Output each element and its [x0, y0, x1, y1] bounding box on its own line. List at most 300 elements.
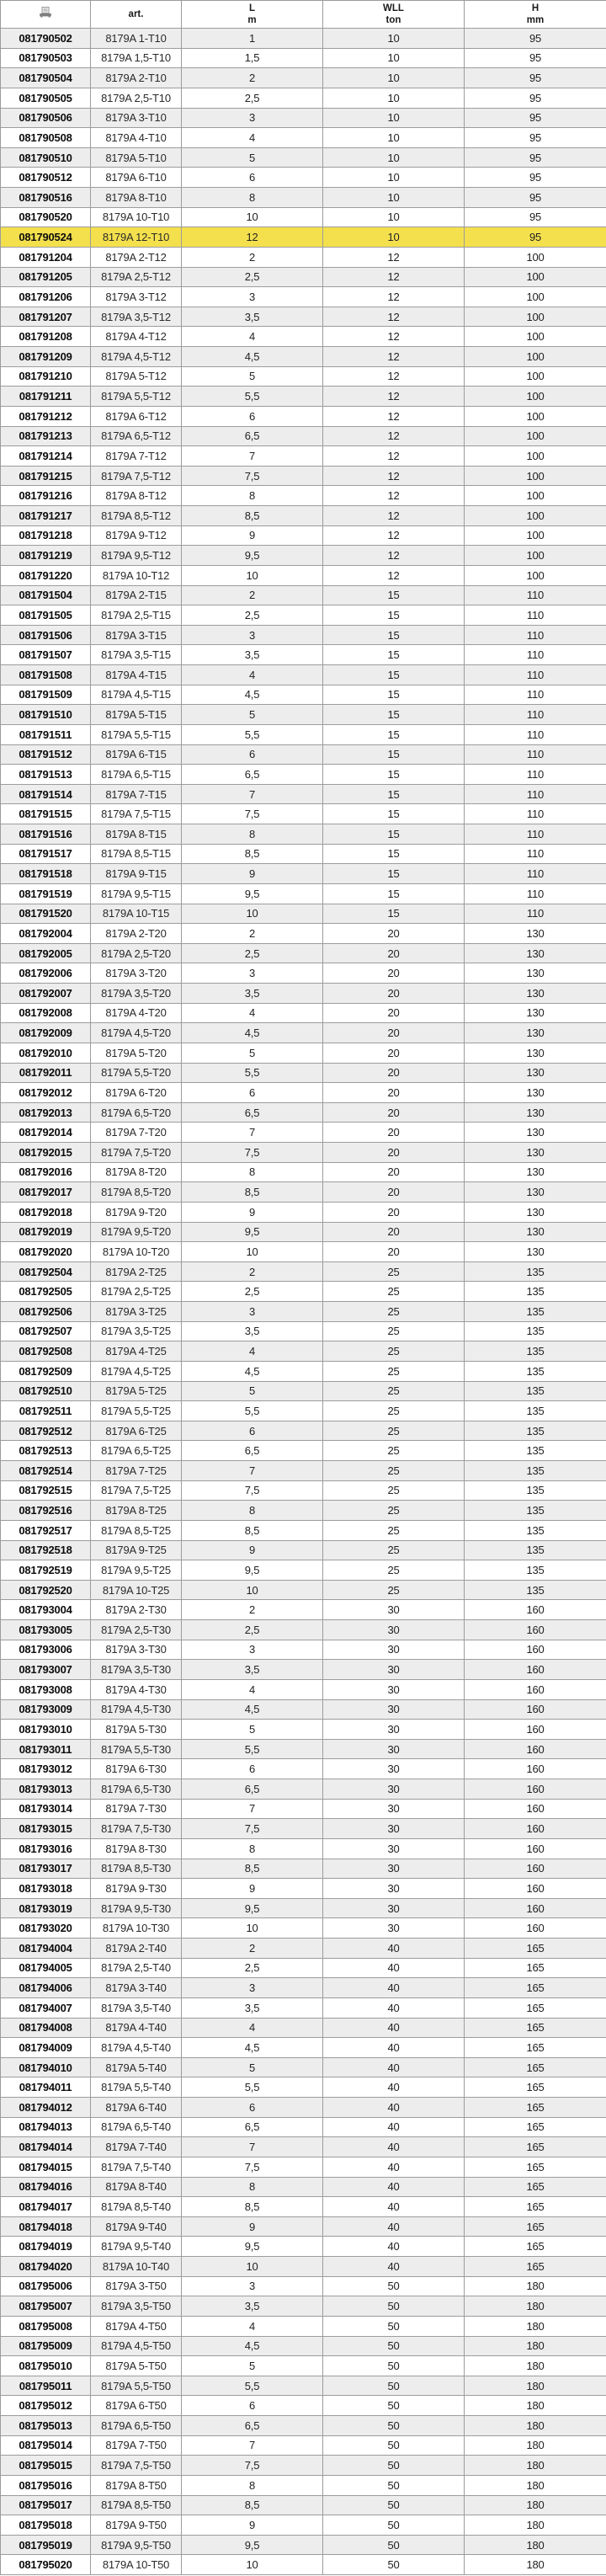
cell-h-mm: 135: [465, 1282, 606, 1302]
cell-wll-ton: 12: [323, 247, 465, 267]
cell-product-code: 081792507: [1, 1321, 91, 1341]
cell-wll-ton: 30: [323, 1759, 465, 1779]
header-height-symbol: H: [531, 3, 540, 13]
cell-wll-ton: 10: [323, 29, 465, 49]
table-row: [1, 2396, 606, 2416]
cell-length-m: 5,5: [182, 724, 323, 744]
cell-product-code: 081791513: [1, 765, 91, 785]
cell-article: 8179A 7,5-T25: [91, 1480, 182, 1501]
table-row: [1, 207, 606, 227]
cell-h-mm: 160: [465, 1620, 606, 1640]
cell-wll-ton: 25: [323, 1501, 465, 1521]
cell-product-code: 081794004: [1, 1939, 91, 1959]
cell-product-code: 081790520: [1, 207, 91, 227]
cell-product-code: 081792509: [1, 1361, 91, 1381]
cell-length-m: 2: [182, 585, 323, 605]
table-row: [1, 287, 606, 307]
cell-product-code: 081791207: [1, 307, 91, 327]
cell-wll-ton: 50: [323, 2356, 465, 2376]
cell-length-m: 7: [182, 2137, 323, 2157]
cell-wll-ton: 20: [323, 1162, 465, 1182]
cell-product-code: 081792005: [1, 943, 91, 963]
cell-wll-ton: 12: [323, 366, 465, 387]
cell-h-mm: 135: [465, 1261, 606, 1282]
cell-h-mm: 135: [465, 1580, 606, 1600]
cell-article: 8179A 4,5-T25: [91, 1361, 182, 1381]
cell-wll-ton: 50: [323, 2555, 465, 2575]
cell-h-mm: 180: [465, 2515, 606, 2536]
cell-article: 8179A 10-T30: [91, 1918, 182, 1939]
cell-article: 8179A 5-T10: [91, 147, 182, 168]
cell-article: 8179A 10-T15: [91, 904, 182, 924]
cell-article: 8179A 8,5-T40: [91, 2197, 182, 2217]
cell-product-code: 081792520: [1, 1580, 91, 1600]
cell-article: 8179A 6-T12: [91, 406, 182, 426]
cell-product-code: 081792009: [1, 1023, 91, 1043]
table-row: [1, 2555, 606, 2575]
cell-article: 8179A 7-T15: [91, 784, 182, 804]
cell-h-mm: 100: [465, 506, 606, 526]
cell-wll-ton: 20: [323, 984, 465, 1004]
cell-length-m: 9: [182, 1202, 323, 1222]
cell-wll-ton: 12: [323, 446, 465, 467]
cell-product-code: 081791205: [1, 267, 91, 287]
table-row: [1, 883, 606, 904]
cell-wll-ton: 20: [323, 1202, 465, 1222]
cell-length-m: 4,5: [182, 1361, 323, 1381]
cell-length-m: 10: [182, 565, 323, 585]
cell-wll-ton: 50: [323, 2396, 465, 2416]
cell-article: 8179A 4,5-T30: [91, 1699, 182, 1720]
table-row: [1, 2137, 606, 2157]
cell-article: 8179A 9-T20: [91, 1202, 182, 1222]
cell-length-m: 8,5: [182, 1859, 323, 1879]
table-row: [1, 943, 606, 963]
cell-wll-ton: 40: [323, 2038, 465, 2058]
cell-article: 8179A 8,5-T15: [91, 844, 182, 864]
cell-wll-ton: 15: [323, 605, 465, 626]
cell-wll-ton: 25: [323, 1381, 465, 1401]
cell-wll-ton: 20: [323, 943, 465, 963]
cell-product-code: 081792013: [1, 1102, 91, 1123]
cell-article: 8179A 9,5-T20: [91, 1222, 182, 1242]
cell-product-code: 081792511: [1, 1401, 91, 1421]
cell-article: 8179A 2-T40: [91, 1939, 182, 1959]
table-row: [1, 1282, 606, 1302]
cell-product-code: 081790512: [1, 168, 91, 188]
cell-wll-ton: 20: [323, 1222, 465, 1242]
cell-wll-ton: 30: [323, 1799, 465, 1819]
cell-product-code: 081790503: [1, 48, 91, 68]
cell-length-m: 3: [182, 625, 323, 645]
cell-length-m: 8: [182, 824, 323, 845]
table-row: [1, 2316, 606, 2336]
cell-article: 8179A 2,5-T25: [91, 1282, 182, 1302]
cell-h-mm: 135: [465, 1421, 606, 1441]
cell-length-m: 2: [182, 1600, 323, 1620]
cell-product-code: 081791506: [1, 625, 91, 645]
cell-length-m: 8,5: [182, 2495, 323, 2515]
cell-length-m: 8: [182, 2475, 323, 2495]
cell-wll-ton: 12: [323, 267, 465, 287]
table-row: [1, 2057, 606, 2077]
cell-product-code: 081795020: [1, 2555, 91, 2575]
cell-article: 8179A 4,5-T15: [91, 685, 182, 705]
table-row: [1, 1520, 606, 1540]
table-row: [1, 168, 606, 188]
cell-h-mm: 135: [465, 1302, 606, 1322]
cell-article: 8179A 4-T25: [91, 1341, 182, 1362]
cell-h-mm: 110: [465, 765, 606, 785]
cell-wll-ton: 10: [323, 48, 465, 68]
cell-wll-ton: 40: [323, 2018, 465, 2038]
cell-article: 8179A 5,5-T12: [91, 387, 182, 407]
cell-h-mm: 100: [465, 307, 606, 327]
cell-product-code: 081791206: [1, 287, 91, 307]
table-row: [1, 1202, 606, 1222]
cell-wll-ton: 25: [323, 1421, 465, 1441]
cell-product-code: 081792006: [1, 963, 91, 984]
cell-h-mm: 110: [465, 705, 606, 725]
cell-length-m: 6: [182, 1759, 323, 1779]
cell-length-m: 3: [182, 287, 323, 307]
table-row: [1, 327, 606, 347]
table-row: [1, 1043, 606, 1063]
cell-article: 8179A 8-T50: [91, 2475, 182, 2495]
table-row: [1, 2456, 606, 2476]
cell-product-code: 081794016: [1, 2177, 91, 2197]
cell-product-code: 081792516: [1, 1501, 91, 1521]
table-row: [1, 525, 606, 546]
cell-wll-ton: 40: [323, 2197, 465, 2217]
cell-product-code: 081793008: [1, 1679, 91, 1699]
cell-product-code: 081791211: [1, 387, 91, 407]
cell-product-code: 081793011: [1, 1739, 91, 1759]
table-row: [1, 128, 606, 148]
cell-h-mm: 100: [465, 366, 606, 387]
cell-h-mm: 135: [465, 1441, 606, 1461]
cell-product-code: 081791516: [1, 824, 91, 845]
cell-product-code: 081791216: [1, 486, 91, 506]
cell-length-m: 2: [182, 68, 323, 88]
cell-wll-ton: 15: [323, 585, 465, 605]
cell-h-mm: 110: [465, 605, 606, 626]
cell-article: 8179A 6-T20: [91, 1083, 182, 1103]
cell-length-m: 9: [182, 1540, 323, 1560]
table-header: [1, 1, 606, 29]
table-row: [1, 1958, 606, 1978]
table-row: [1, 1759, 606, 1779]
cell-wll-ton: 25: [323, 1401, 465, 1421]
header-row: [1, 1, 606, 29]
cell-article: 8179A 8-T30: [91, 1838, 182, 1859]
table-row: [1, 1640, 606, 1660]
table-row: [1, 486, 606, 506]
cell-h-mm: 180: [465, 2356, 606, 2376]
cell-product-code: 081790502: [1, 29, 91, 49]
table-row: [1, 29, 606, 49]
cell-article: 8179A 8-T20: [91, 1162, 182, 1182]
table-row: [1, 1321, 606, 1341]
table-row: [1, 1600, 606, 1620]
table-row: [1, 1620, 606, 1640]
table-row: [1, 2336, 606, 2356]
cell-article: 8179A 7,5-T50: [91, 2456, 182, 2476]
table-row: [1, 1978, 606, 1998]
cell-product-code: 081791504: [1, 585, 91, 605]
cell-h-mm: 160: [465, 1838, 606, 1859]
table-row: [1, 2018, 606, 2038]
cell-length-m: 6,5: [182, 426, 323, 446]
cell-product-code: 081793007: [1, 1660, 91, 1680]
cell-wll-ton: 15: [323, 685, 465, 705]
cell-length-m: 9: [182, 864, 323, 884]
cell-wll-ton: 40: [323, 2117, 465, 2137]
cell-product-code: 081794019: [1, 2237, 91, 2257]
cell-product-code: 081793019: [1, 1898, 91, 1918]
cell-article: 8179A 6-T10: [91, 168, 182, 188]
cell-length-m: 9,5: [182, 883, 323, 904]
table-row: [1, 1898, 606, 1918]
cell-h-mm: 130: [465, 943, 606, 963]
cell-article: 8179A 2,5-T30: [91, 1620, 182, 1640]
cell-article: 8179A 2-T15: [91, 585, 182, 605]
cell-product-code: 081792007: [1, 984, 91, 1004]
cell-product-code: 081792506: [1, 1302, 91, 1322]
cell-length-m: 6,5: [182, 2117, 323, 2137]
cell-h-mm: 135: [465, 1461, 606, 1481]
table-row: [1, 665, 606, 685]
cell-h-mm: 135: [465, 1361, 606, 1381]
cell-wll-ton: 30: [323, 1838, 465, 1859]
cell-article: 8179A 7-T20: [91, 1123, 182, 1143]
cell-h-mm: 165: [465, 2117, 606, 2137]
cell-article: 8179A 7-T40: [91, 2137, 182, 2157]
cell-product-code: 081794012: [1, 2098, 91, 2118]
cell-h-mm: 130: [465, 1202, 606, 1222]
cell-length-m: 8: [182, 1501, 323, 1521]
cell-length-m: 9: [182, 525, 323, 546]
table-row: [1, 1501, 606, 1521]
cell-wll-ton: 12: [323, 426, 465, 446]
cell-length-m: 4,5: [182, 347, 323, 367]
cell-length-m: 5: [182, 1720, 323, 1740]
cell-product-code: 081793013: [1, 1779, 91, 1800]
table-row: [1, 2117, 606, 2137]
cell-h-mm: 95: [465, 147, 606, 168]
cell-length-m: 9: [182, 1879, 323, 1899]
cell-wll-ton: 50: [323, 2495, 465, 2515]
cell-h-mm: 160: [465, 1640, 606, 1660]
cell-product-code: 081794011: [1, 2077, 91, 2098]
header-length-unit: m: [247, 15, 257, 25]
table-row: [1, 1341, 606, 1362]
cell-wll-ton: 10: [323, 207, 465, 227]
cell-wll-ton: 30: [323, 1640, 465, 1660]
table-row: [1, 1401, 606, 1421]
cell-article: 8179A 3,5-T12: [91, 307, 182, 327]
cell-product-code: 081794013: [1, 2117, 91, 2137]
cell-product-code: 081792517: [1, 1520, 91, 1540]
cell-h-mm: 160: [465, 1679, 606, 1699]
cell-length-m: 9,5: [182, 2535, 323, 2555]
table-row: [1, 2098, 606, 2118]
cell-product-code: 081794005: [1, 1958, 91, 1978]
table-row: [1, 924, 606, 944]
cell-article: 8179A 3,5-T50: [91, 2296, 182, 2317]
cell-product-code: 081791520: [1, 904, 91, 924]
cell-h-mm: 180: [465, 2456, 606, 2476]
table-row: [1, 984, 606, 1004]
cell-article: 8179A 4-T40: [91, 2018, 182, 2038]
cell-article: 8179A 3-T30: [91, 1640, 182, 1660]
cell-article: 8179A 5,5-T30: [91, 1739, 182, 1759]
header-wll-unit: ton: [385, 15, 401, 25]
cell-product-code: 081795012: [1, 2396, 91, 2416]
cell-length-m: 3: [182, 1978, 323, 1998]
cell-article: 8179A 8-T40: [91, 2177, 182, 2197]
cell-h-mm: 180: [465, 2316, 606, 2336]
cell-article: 8179A 5,5-T25: [91, 1401, 182, 1421]
cell-product-code: 081791212: [1, 406, 91, 426]
cell-product-code: 081792518: [1, 1540, 91, 1560]
cell-wll-ton: 40: [323, 2057, 465, 2077]
cell-wll-ton: 15: [323, 645, 465, 665]
cell-h-mm: 160: [465, 1779, 606, 1800]
cell-product-code: 081792004: [1, 924, 91, 944]
cell-product-code: 081791517: [1, 844, 91, 864]
cell-product-code: 081791217: [1, 506, 91, 526]
cell-length-m: 8: [182, 188, 323, 208]
table-row: [1, 506, 606, 526]
table-row: [1, 446, 606, 467]
cell-article: 8179A 6,5-T15: [91, 765, 182, 785]
cell-wll-ton: 30: [323, 1620, 465, 1640]
cell-length-m: 4: [182, 1003, 323, 1023]
cell-length-m: 4: [182, 2316, 323, 2336]
cell-h-mm: 100: [465, 327, 606, 347]
cell-article: 8179A 8-T10: [91, 188, 182, 208]
cell-length-m: 2: [182, 1261, 323, 1282]
table-row: [1, 784, 606, 804]
table-row: [1, 1859, 606, 1879]
table-row: [1, 2416, 606, 2436]
cell-article: 8179A 9-T12: [91, 525, 182, 546]
cell-product-code: 081791214: [1, 446, 91, 467]
cell-h-mm: 130: [465, 1083, 606, 1103]
cell-product-code: 081790510: [1, 147, 91, 168]
cell-h-mm: 160: [465, 1859, 606, 1879]
cell-length-m: 5: [182, 1381, 323, 1401]
table-row: [1, 2216, 606, 2237]
table-row: [1, 1699, 606, 1720]
cell-h-mm: 160: [465, 1819, 606, 1839]
cell-length-m: 4: [182, 1341, 323, 1362]
cell-h-mm: 180: [465, 2555, 606, 2575]
cell-h-mm: 110: [465, 665, 606, 685]
table-row: [1, 1739, 606, 1759]
cell-h-mm: 160: [465, 1898, 606, 1918]
cell-product-code: 081792014: [1, 1123, 91, 1143]
cell-product-code: 081795011: [1, 2376, 91, 2396]
cell-length-m: 9,5: [182, 1560, 323, 1581]
cell-h-mm: 110: [465, 645, 606, 665]
cell-article: 8179A 2-T25: [91, 1261, 182, 1282]
cell-length-m: 10: [182, 1580, 323, 1600]
cell-product-code: 081792008: [1, 1003, 91, 1023]
cell-product-code: 081795018: [1, 2515, 91, 2536]
cell-product-code: 081792513: [1, 1441, 91, 1461]
cell-length-m: 5: [182, 2356, 323, 2376]
cell-article: 8179A 5,5-T15: [91, 724, 182, 744]
cell-article: 8179A 8,5-T20: [91, 1182, 182, 1203]
cell-article: 8179A 3-T10: [91, 108, 182, 128]
cell-product-code: 081791219: [1, 546, 91, 566]
table-row: [1, 1123, 606, 1143]
cell-product-code: 081792504: [1, 1261, 91, 1282]
cell-wll-ton: 25: [323, 1580, 465, 1600]
cell-wll-ton: 15: [323, 804, 465, 824]
cell-product-code: 081792016: [1, 1162, 91, 1182]
cell-wll-ton: 10: [323, 108, 465, 128]
cell-product-code: 081795010: [1, 2356, 91, 2376]
cell-article: 8179A 3-T20: [91, 963, 182, 984]
cell-article: 8179A 5-T15: [91, 705, 182, 725]
table-row: [1, 645, 606, 665]
cell-product-code: 081794008: [1, 2018, 91, 2038]
cell-length-m: 2,5: [182, 605, 323, 626]
cell-article: 8179A 5-T25: [91, 1381, 182, 1401]
table-row: [1, 1441, 606, 1461]
cell-wll-ton: 50: [323, 2376, 465, 2396]
cell-length-m: 5: [182, 1043, 323, 1063]
cell-product-code: 081795009: [1, 2336, 91, 2356]
cell-article: 8179A 5-T50: [91, 2356, 182, 2376]
cell-length-m: 8,5: [182, 2197, 323, 2217]
cell-h-mm: 165: [465, 1997, 606, 2018]
cell-length-m: 4: [182, 327, 323, 347]
cell-length-m: 8: [182, 1162, 323, 1182]
table-row: [1, 804, 606, 824]
cell-article: 8179A 5-T20: [91, 1043, 182, 1063]
cell-wll-ton: 50: [323, 2336, 465, 2356]
cell-length-m: 5,5: [182, 1401, 323, 1421]
cell-article: 8179A 5,5-T50: [91, 2376, 182, 2396]
cell-wll-ton: 10: [323, 68, 465, 88]
cell-article: 8179A 6-T30: [91, 1759, 182, 1779]
cell-length-m: 3: [182, 108, 323, 128]
cell-length-m: 6,5: [182, 765, 323, 785]
cell-article: 8179A 8-T25: [91, 1501, 182, 1521]
table-row: [1, 267, 606, 287]
cell-article: 8179A 4-T30: [91, 1679, 182, 1699]
cell-wll-ton: 25: [323, 1480, 465, 1501]
cell-article: 8179A 4-T12: [91, 327, 182, 347]
cell-product-code: 081795016: [1, 2475, 91, 2495]
cell-h-mm: 95: [465, 48, 606, 68]
cell-h-mm: 100: [465, 347, 606, 367]
cell-wll-ton: 12: [323, 347, 465, 367]
cell-product-code: 081792010: [1, 1043, 91, 1063]
table-row: [1, 2257, 606, 2277]
cell-article: 8179A 8-T15: [91, 824, 182, 845]
cell-length-m: 10: [182, 904, 323, 924]
cell-h-mm: 110: [465, 824, 606, 845]
cell-product-code: 081792019: [1, 1222, 91, 1242]
cell-wll-ton: 40: [323, 1958, 465, 1978]
table-row: [1, 2495, 606, 2515]
cell-product-code: 081793012: [1, 1759, 91, 1779]
